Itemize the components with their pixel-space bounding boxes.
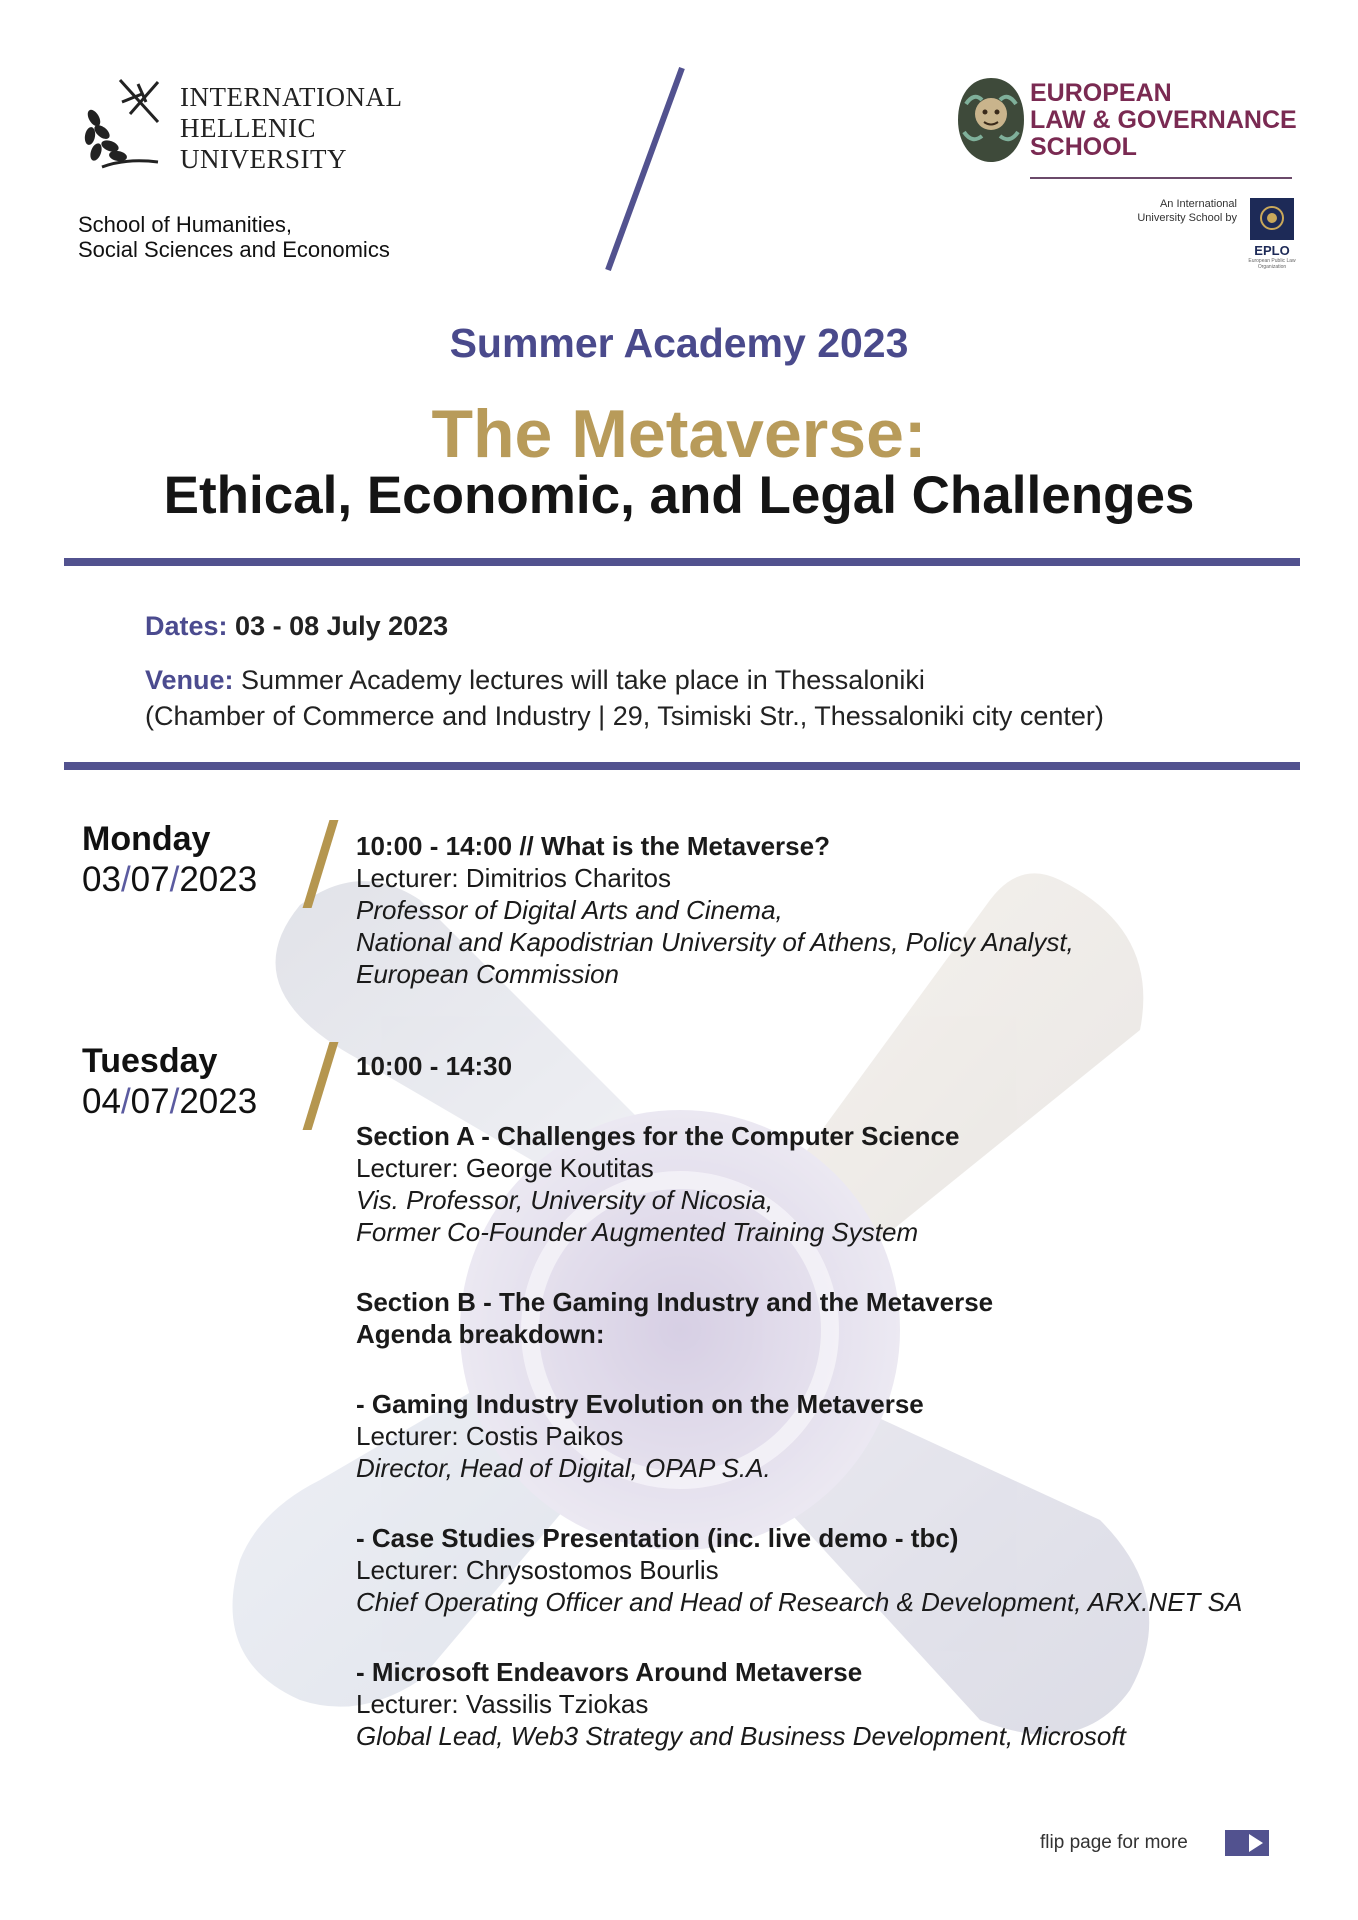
schedule-line: Former Co-Founder Augmented Training System — [356, 1217, 919, 1247]
schedule-spacer — [356, 1082, 1242, 1120]
elgs-divider — [1030, 177, 1292, 179]
date-part: 2023 — [179, 860, 258, 899]
dates-line — [145, 608, 448, 644]
eplo-logo-icon — [1250, 198, 1294, 240]
schedule-spacer — [356, 1350, 1242, 1388]
elgs-name-line: LAW & GOVERNANCE — [1030, 106, 1297, 134]
date-part: 2023 — [179, 1082, 258, 1121]
academy-title: Summer Academy 2023 — [449, 320, 909, 366]
schedule-line: Professor of Digital Arts and Cinema, — [356, 895, 783, 925]
schedule-line: Director, Head of Digital, OPAP S.A. — [356, 1453, 771, 1483]
flip-page-note: flip page for more — [1040, 1832, 1188, 1853]
schedule-line: 10:00 - 14:00 // What is the Metaverse? — [356, 831, 830, 861]
date-part: 04 — [82, 1082, 121, 1121]
schedule-line: Lecturer: Costis Paikos — [356, 1421, 624, 1451]
schedule-line: - Gaming Industry Evolution on the Metaverse — [356, 1389, 924, 1419]
intl-line: University School by — [1137, 212, 1237, 224]
school-name-line: Social Sciences and Economics — [78, 237, 390, 262]
date-part: 07 — [130, 1082, 170, 1121]
elgs-name — [1030, 80, 1297, 161]
section-rule-top — [64, 558, 1300, 566]
school-name — [78, 212, 390, 262]
day-name: Monday — [82, 820, 211, 858]
schedule-line: 10:00 - 14:30 — [356, 1051, 513, 1081]
monday-schedule — [356, 830, 1074, 990]
schedule-line: European Commission — [356, 959, 620, 989]
day-date: 03/07/2023 — [82, 860, 258, 899]
schedule-line: Lecturer: Chrysostomos Bourlis — [356, 1555, 719, 1585]
date-part: 07 — [130, 860, 170, 899]
schedule-line: Section B - The Gaming Industry and the Metaverse — [356, 1287, 994, 1317]
venue-line-1: Summer Academy lectures will take place in Thessaloniki — [241, 665, 925, 695]
venue-label: Venue: — [145, 665, 234, 695]
date-part: 03 — [82, 860, 121, 899]
schedule-line: Lecturer: Vassilis Tziokas — [356, 1689, 649, 1719]
schedule-line: - Case Studies Presentation (inc. live demo - tbc) — [356, 1523, 959, 1553]
schedule-line: Agenda breakdown: — [356, 1319, 605, 1349]
schedule-line: Vis. Professor, University of Nicosia, — [356, 1185, 774, 1215]
tuesday-schedule — [356, 1050, 1242, 1752]
venue-line-2: (Chamber of Commerce and Industry | 29, Tsimiski Str., Thessaloniki city center) — [145, 701, 1104, 731]
day-date: 04/07/2023 — [82, 1082, 258, 1121]
dates-value: 03 - 08 July 2023 — [235, 611, 449, 641]
schedule-spacer — [356, 1484, 1242, 1522]
international-school-note — [1105, 197, 1237, 225]
schedule-line: Section A - Challenges for the Computer Science — [356, 1121, 960, 1151]
header-slash-divider — [600, 64, 690, 274]
ihu-logo-icon — [80, 72, 170, 172]
ihu-name-line: HELLENIC — [180, 113, 316, 143]
schedule-line: Lecturer: George Koutitas — [356, 1153, 654, 1183]
main-subtitle: Ethical, Economic, and Legal Challenges — [163, 466, 1195, 525]
dates-label: Dates: — [145, 611, 228, 641]
schedule-line: National and Kapodistrian University of Athens, Policy Analyst, — [356, 927, 1074, 957]
schedule-spacer — [356, 1618, 1242, 1656]
intl-line: An International — [1159, 198, 1237, 210]
main-title: The Metaverse: — [431, 396, 927, 472]
arrow-right-icon — [1225, 1828, 1271, 1858]
elgs-crest-icon — [952, 74, 1030, 166]
eplo-subtitle: European Public Law Organization — [1248, 258, 1296, 270]
elgs-name-line: SCHOOL — [1030, 133, 1137, 161]
schedule-line: Global Lead, Web3 Strategy and Business Development, Microsoft — [356, 1721, 1126, 1751]
schedule-line: - Microsoft Endeavors Around Metaverse — [356, 1657, 863, 1687]
schedule-line: Chief Operating Officer and Head of Research & Development, ARX.NET SA — [356, 1587, 1243, 1617]
day-name: Tuesday — [82, 1042, 218, 1080]
schedule-line: Lecturer: Dimitrios Charitos — [356, 863, 671, 893]
ihu-name-line: INTERNATIONAL — [180, 82, 403, 112]
venue-block — [145, 662, 1104, 734]
school-name-line: School of Humanities, — [78, 212, 292, 237]
elgs-name-line: EUROPEAN — [1030, 79, 1172, 107]
eplo-label: EPLO — [1254, 243, 1290, 258]
schedule-spacer — [356, 1248, 1242, 1286]
section-rule-bottom — [64, 762, 1300, 770]
ihu-name — [180, 82, 402, 175]
ihu-name-line: UNIVERSITY — [180, 144, 347, 174]
